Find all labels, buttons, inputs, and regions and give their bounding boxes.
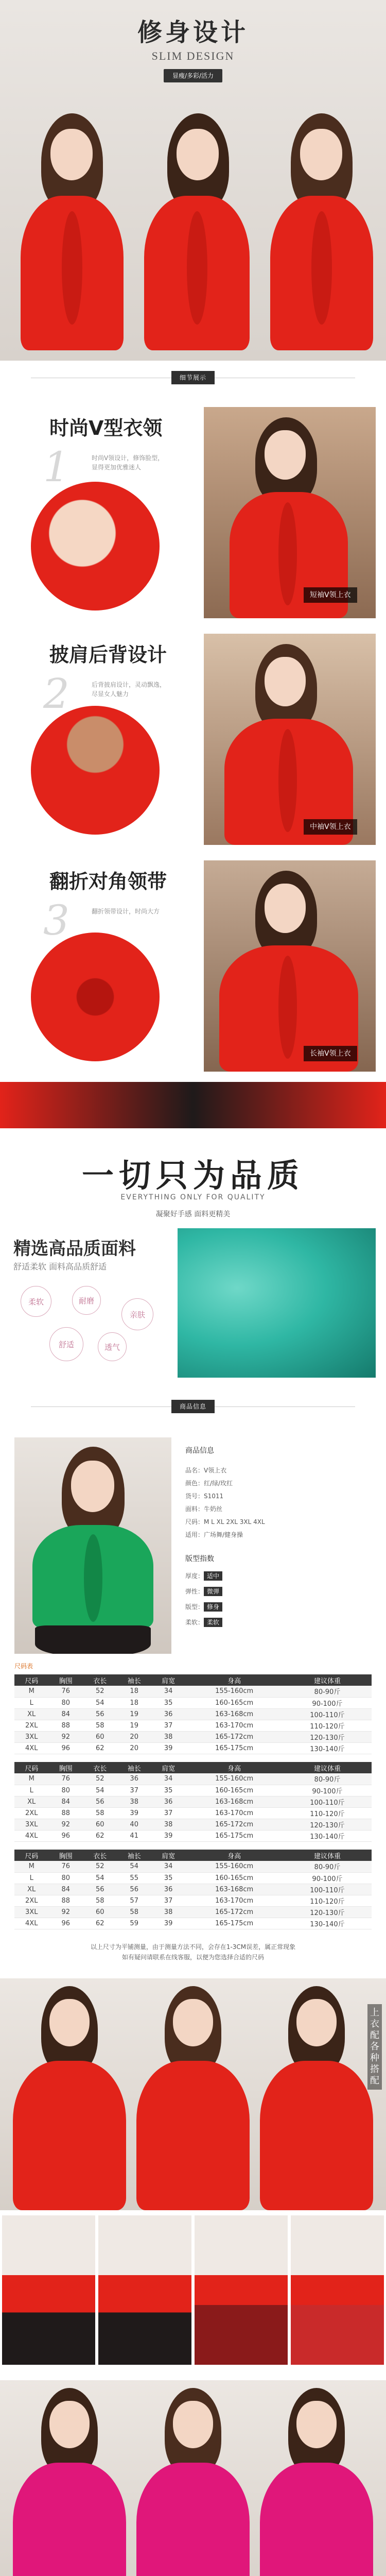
feature-desc: 时尚V领设计，修饰脸型，显得更加优雅迷人 bbox=[92, 454, 164, 471]
fabric-tag: 耐磨 bbox=[72, 1286, 101, 1315]
product-section-tag: 商品信息 bbox=[171, 1400, 215, 1413]
feature-detail-photo bbox=[31, 933, 160, 1061]
gallery-side-label: 上衣配各种搭配 bbox=[367, 2004, 382, 2090]
product-info-row: 面料：牛奶丝 bbox=[185, 1505, 223, 1513]
product-info-header: 商品信息 bbox=[185, 1447, 214, 1455]
fabric-title: 精选高品质面料 bbox=[13, 1239, 136, 1259]
hero-model-center bbox=[131, 108, 260, 361]
fit-header: 版型指数 bbox=[185, 1555, 214, 1563]
hero-title: 修身设计 bbox=[137, 18, 249, 47]
fabric-tag: 柔软 bbox=[21, 1286, 51, 1317]
product-info-row: 颜色：红/绿/玫红 bbox=[185, 1480, 233, 1487]
feature-number: 3 bbox=[43, 896, 69, 944]
style-label: 中袖V领上衣 bbox=[304, 819, 357, 835]
quality-subtitle: 凝聚好手感 面料更精美 bbox=[155, 1210, 231, 1218]
hero-badge: 显瘦/多彩/活力 bbox=[164, 69, 222, 82]
fabric-subtitle: 舒适柔软 面料高品质舒适 bbox=[13, 1262, 107, 1272]
feature-desc: 翻折领带设计，时尚大方 bbox=[92, 908, 160, 915]
feature-title: 时尚V型衣领 bbox=[49, 417, 163, 439]
size-note: 以上尺寸为平铺测量，由于测量方法不同，会存在1-3CM误差，属正常现象 bbox=[90, 1943, 296, 1951]
product-info-row: 尺码：M L XL 2XL 3XL 4XL bbox=[185, 1518, 265, 1526]
detail-section-tag: 细节展示 bbox=[171, 371, 215, 384]
hero-model-right bbox=[255, 108, 383, 361]
fit-row: 弹性： 微弹 bbox=[185, 1587, 222, 1596]
style-label: 长袖V领上衣 bbox=[304, 1046, 357, 1061]
feature-number: 2 bbox=[43, 670, 69, 718]
size-table-mid: 尺码 胸围 衣长 袖长 肩宽 身高 建议体重 M 76 52 36 34 155-160cm 80-90斤 L 80 54 37 35 160-165cm 90-100斤 XL 84 56 38 36 163-168cm 100-110斤 2XL 88 58 39 37 163-170cm 110-120斤 3XL 92 60 40 38 165-172cm 120-130斤 4XL 96 62 41 39 165-175cm 130-140斤 bbox=[14, 1762, 372, 1842]
feature-desc: 后背披肩设计，灵动飘逸，尽显女人魅力 bbox=[92, 681, 166, 698]
hero-section bbox=[0, 0, 386, 361]
feature-title: 披肩后背设计 bbox=[49, 643, 167, 666]
style-label: 短袖V领上衣 bbox=[304, 587, 357, 603]
product-info-row: 货号：S1011 bbox=[185, 1493, 224, 1500]
hero-subtitle: SLIM DESIGN bbox=[151, 49, 235, 62]
style-photo-long bbox=[204, 860, 376, 1072]
feature-detail-photo bbox=[31, 482, 160, 611]
size-note: 如有疑问请联系在线客服，以便为您选择合适的尺码 bbox=[121, 1954, 264, 1961]
style-photo-mid bbox=[204, 634, 376, 845]
fit-row: 版型： 修身 bbox=[185, 1602, 222, 1611]
product-main-photo bbox=[14, 1437, 171, 1654]
fabric-tag: 舒适 bbox=[49, 1327, 83, 1361]
feature-bottom-strip bbox=[0, 1082, 386, 1128]
fabric-photo bbox=[178, 1228, 376, 1378]
gallery-red-row bbox=[0, 2215, 386, 2365]
gallery-red-banner bbox=[0, 1978, 386, 2210]
fabric-tag: 亲肤 bbox=[121, 1298, 153, 1330]
feature-number: 1 bbox=[43, 443, 69, 491]
product-info-row: 适用：广场舞/健身操 bbox=[185, 1531, 243, 1538]
feature-detail-photo bbox=[31, 706, 160, 835]
size-table-long: 尺码 胸围 衣长 袖长 肩宽 身高 建议体重 M 76 52 54 34 155-160cm 80-90斤 L 80 54 55 35 160-165cm 90-100斤 XL 84 56 56 36 163-168cm 100-110斤 2XL 88 58 57 37 163-170cm 110-120斤 3XL 92 60 58 38 165-172cm 120-130斤 4XL 96 62 59 39 165-175cm 130-140斤 bbox=[14, 1850, 372, 1929]
fit-row: 厚度： 适中 bbox=[185, 1571, 222, 1580]
quality-title: 一切只为品质 bbox=[81, 1157, 304, 1194]
size-table-label: 尺码表 bbox=[14, 1663, 33, 1670]
fit-row: 柔软： 柔软 bbox=[185, 1618, 222, 1626]
style-photo-short bbox=[204, 407, 376, 618]
feature-title: 翻折对角领带 bbox=[49, 870, 167, 893]
gallery-pink-banner bbox=[0, 2380, 386, 2576]
fabric-tag: 透气 bbox=[98, 1332, 127, 1361]
quality-subtitle-en: EVERYTHING ONLY FOR QUALITY bbox=[120, 1193, 266, 1201]
product-info-row: 品名：V领上衣 bbox=[185, 1467, 227, 1474]
size-table-short: 尺码 胸围 衣长 袖长 肩宽 身高 建议体重 M 76 52 18 34 155-160cm 80-90斤 L 80 54 18 35 160-165cm 90-100斤 XL 84 56 19 36 163-168cm 100-110斤 2XL 88 58 19 37 163-170cm 110-120斤 3XL 92 60 20 38 165-172cm 120-130斤 4XL 96 62 20 39 165-175cm 130-140斤 bbox=[14, 1674, 372, 1754]
hero-model-left bbox=[5, 108, 134, 361]
